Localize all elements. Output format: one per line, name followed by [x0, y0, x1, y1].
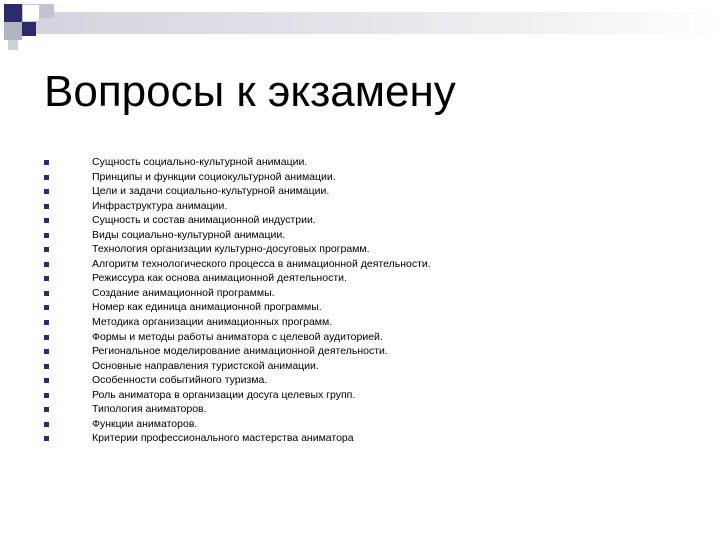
- question-text: Методика организации анимационных программ.: [92, 316, 333, 329]
- question-text: Создание анимационной программы.: [92, 286, 275, 299]
- square-bullet-icon: [44, 393, 49, 398]
- question-text: Функции аниматоров.: [92, 417, 198, 430]
- square-bullet-icon: [44, 160, 49, 165]
- question-text: Номер как единица анимационной программы.: [92, 301, 322, 314]
- square-bullet-icon: [44, 436, 49, 441]
- square-bullet-icon: [44, 320, 49, 325]
- decorative-square: [4, 22, 22, 40]
- square-bullet-icon: [44, 364, 49, 369]
- square-bullet-icon: [44, 378, 49, 383]
- question-text: Особенности событийного туризма.: [92, 374, 268, 387]
- question-text: Сущность социально-культурной анимации.: [92, 156, 308, 168]
- decorative-square: [22, 22, 36, 36]
- question-text: Принципы и функции социокультурной анимации.: [92, 170, 336, 183]
- square-bullet-icon: [44, 305, 49, 310]
- square-bullet-icon: [44, 262, 49, 267]
- square-bullet-icon: [44, 189, 49, 194]
- question-text: Сущность и состав анимационной индустрии.: [92, 214, 316, 227]
- question-text: Алгоритм технологического процесса в анимационной деятельности.: [92, 257, 431, 270]
- decorative-square: [8, 40, 18, 50]
- square-bullet-icon: [44, 218, 49, 223]
- question-text: Цели и задачи социально-культурной анимации.: [92, 185, 330, 198]
- question-text: Типология аниматоров.: [92, 403, 207, 416]
- question-text: Виды социально-культурной анимации.: [92, 228, 286, 241]
- square-bullet-icon: [44, 291, 49, 296]
- question-text: Основные направления туристской анимации.: [92, 359, 319, 372]
- square-bullet-icon: [44, 175, 49, 180]
- slide-title: Вопросы к экзамену: [44, 67, 456, 116]
- question-text: Режиссура как основа анимационной деятельности.: [92, 272, 347, 285]
- question-text: Критерии профессионального мастерства аниматора: [92, 432, 354, 445]
- decorative-square: [22, 4, 40, 22]
- header-gradient-band: [30, 12, 720, 34]
- question-text: Роль аниматора в организации досуга целевых групп.: [92, 388, 356, 401]
- question-text: Технология организации культурно-досуговых программ.: [92, 243, 370, 256]
- square-bullet-icon: [44, 233, 49, 238]
- decorative-square: [4, 4, 22, 22]
- square-bullet-icon: [44, 276, 49, 281]
- square-bullet-icon: [44, 204, 49, 209]
- square-bullet-icon: [44, 407, 49, 412]
- square-bullet-icon: [44, 335, 49, 340]
- square-bullet-icon: [44, 349, 49, 354]
- question-text: Инфраструктура анимации.: [92, 199, 228, 212]
- question-text: Региональное моделирование анимационной деятельности.: [92, 345, 388, 358]
- square-bullet-icon: [44, 247, 49, 252]
- square-bullet-icon: [44, 422, 49, 427]
- question-text: Формы и методы работы аниматора с целевой аудиторией.: [92, 330, 383, 343]
- decorative-square: [40, 4, 54, 18]
